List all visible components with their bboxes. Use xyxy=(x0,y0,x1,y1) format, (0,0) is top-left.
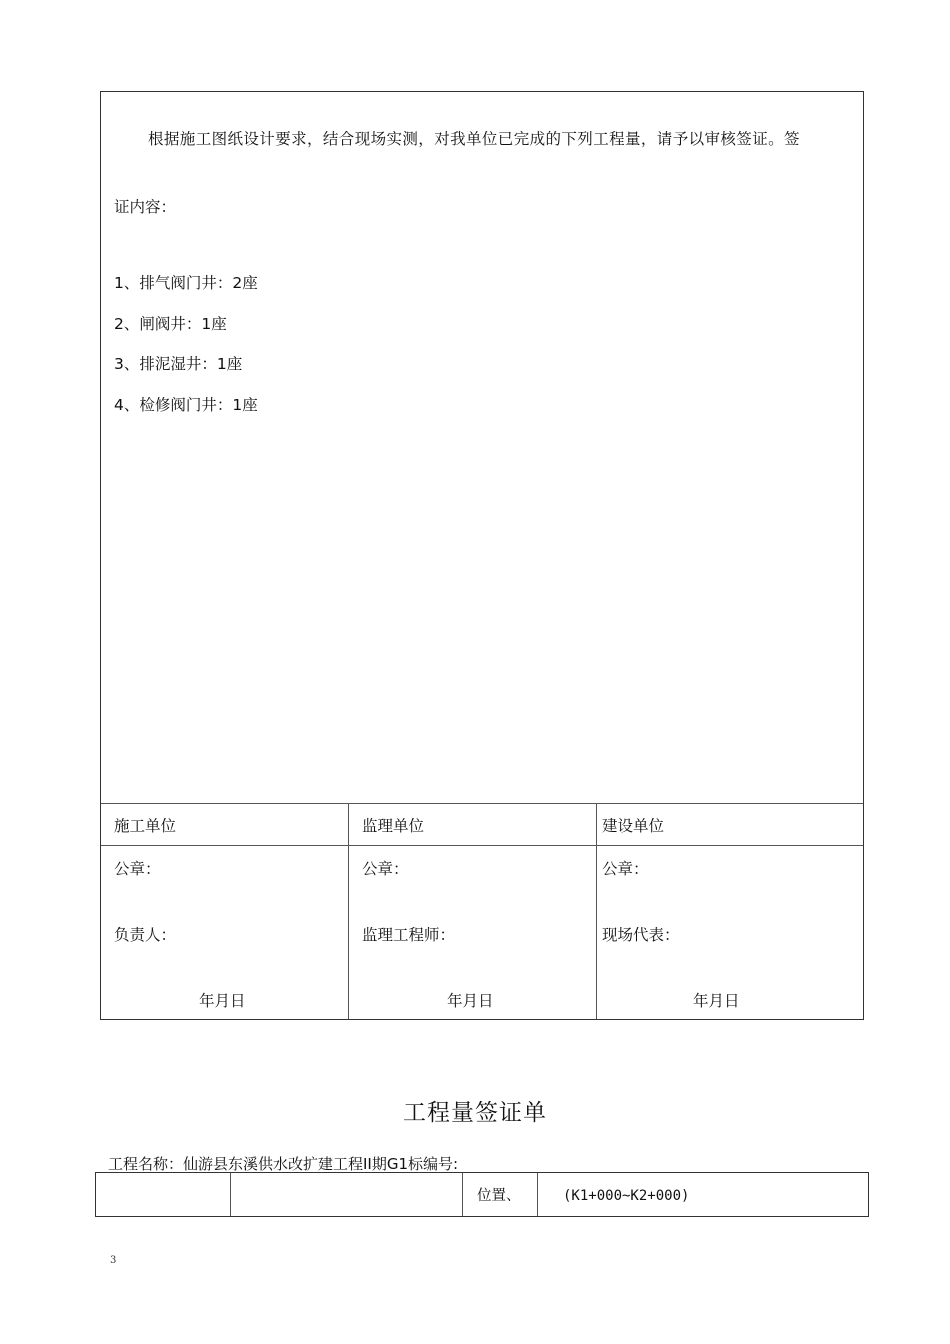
owner-unit-header: 建设单位 xyxy=(602,817,665,835)
supervision-unit-person: 监理工程师： xyxy=(362,926,456,944)
intro-text-line2: 证内容： xyxy=(114,198,177,216)
intro-text-line1: 根据施工图纸设计要求，结合现场实测，对我单位已完成的下列工程量，请予以审核签证。签 xyxy=(148,130,800,148)
project-name-line: 工程名称：仙游县东溪供水改扩建工程II期G1标编号: xyxy=(108,1155,459,1173)
divider-line xyxy=(101,845,863,846)
divider-line xyxy=(101,803,863,804)
list-item: 2、闸阀井：1座 xyxy=(114,315,227,333)
form-title: 工程量签证单 xyxy=(403,1100,547,1126)
position-value: (K1+000~K2+000) xyxy=(563,1188,690,1204)
divider-line xyxy=(230,1173,231,1216)
position-label: 位置、 xyxy=(477,1188,521,1204)
owner-unit-seal: 公章： xyxy=(602,860,649,878)
list-item: 1、排气阀门井：2座 xyxy=(114,274,258,292)
supervision-unit-date: 年月日 xyxy=(447,992,494,1010)
divider-line xyxy=(596,803,597,1019)
page-number: 3 xyxy=(110,1255,117,1266)
divider-line xyxy=(537,1173,538,1216)
visa-form-box xyxy=(100,91,864,1020)
list-item: 3、排泥湿井：1座 xyxy=(114,355,243,373)
list-item: 4、检修阀门井：1座 xyxy=(114,396,258,414)
owner-unit-person: 现场代表： xyxy=(602,926,680,944)
supervision-unit-header: 监理单位 xyxy=(362,817,425,835)
construction-unit-person: 负责人： xyxy=(114,926,177,944)
supervision-unit-seal: 公章： xyxy=(362,860,409,878)
construction-unit-seal: 公章： xyxy=(114,860,161,878)
construction-unit-date: 年月日 xyxy=(199,992,246,1010)
divider-line xyxy=(462,1173,463,1216)
divider-line xyxy=(348,803,349,1019)
construction-unit-header: 施工单位 xyxy=(114,817,177,835)
owner-unit-date: 年月日 xyxy=(693,992,740,1010)
